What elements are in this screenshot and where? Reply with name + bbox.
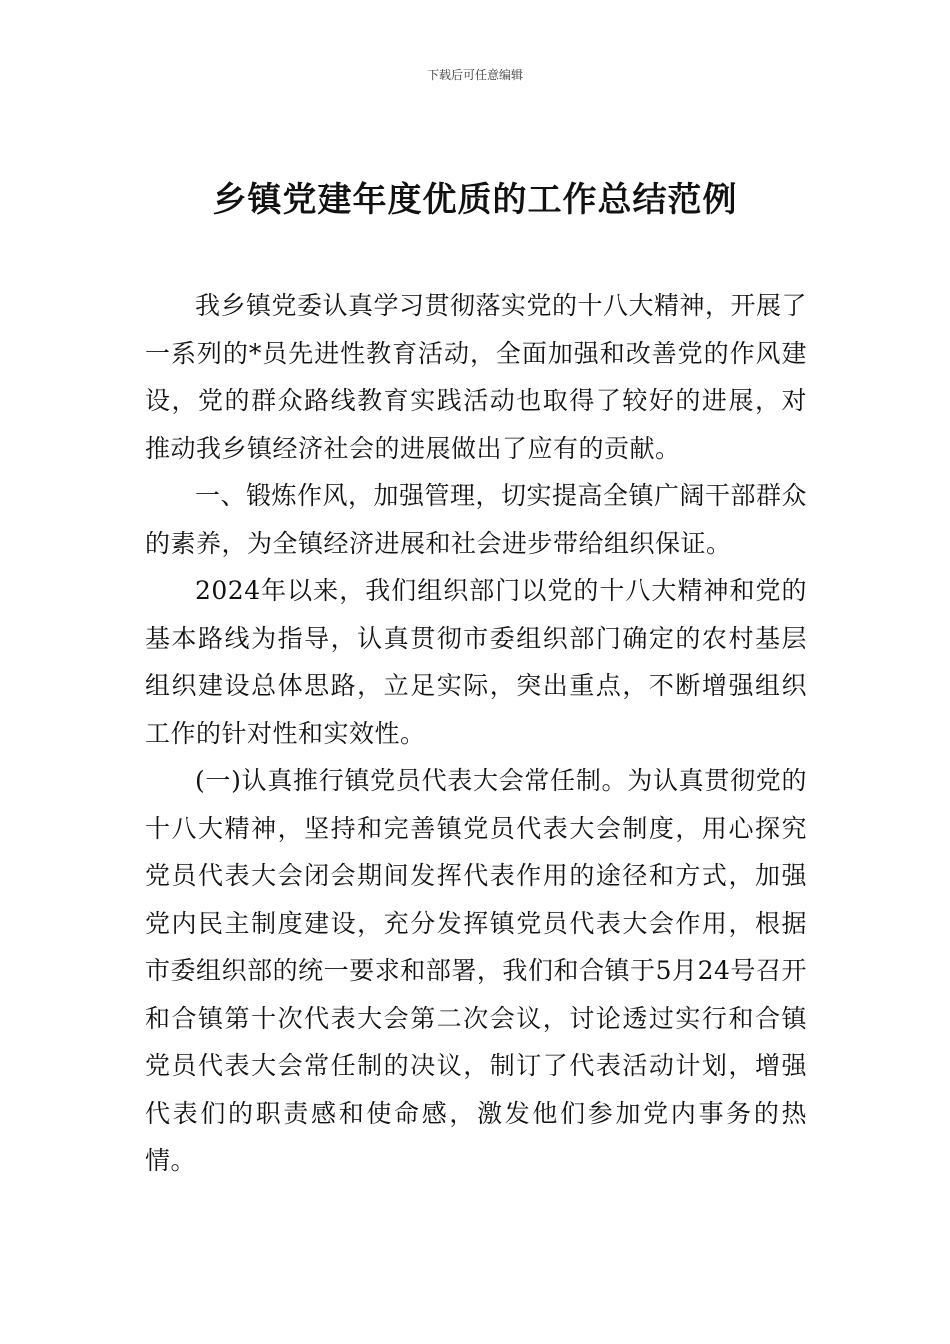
paragraph-intro: 我乡镇党委认真学习贯彻落实党的十八大精神，开展了一系列的*员先进性教育活动，全面加强和改善党的作风建设，党的群众路线教育实践活动也取得了较好的进展，对推动我乡镇经济社会的进展做出了应有的贡献。 — [145, 291, 808, 463]
paragraph-overview: 2024年以来，我们组织部门以党的十八大精神和党的基本路线为指导，认真贯彻市委组织部门确定的农村基层组织建设总体思路，立足实际，突出重点，不断增强组织工作的针对性和实效性。 — [145, 576, 807, 748]
paragraph-section-one-heading: 一、锻炼作风，加强管理，切实提高全镇广阔干部群众的素养，为全镇经济进展和社会进步带给组织保证。 — [145, 481, 808, 558]
header-note: 下载后可任意编辑 — [426, 68, 523, 82]
document-title: 乡镇党建年度优质的工作总结范例 — [212, 180, 738, 220]
document-body — [145, 282, 807, 1185]
paragraph-subsection-one: (一)认真推行镇党员代表大会常任制。为认真贯彻党的十八大精神，坚持和完善镇党员代表大会制度，用心探究党员代表大会闭会期间发挥代表作用的途径和方式，加强党内民主制度建设，充分发挥镇党员代表大会作用，根据市委组织部的统一要求和部署，我们和合镇于5月24号召开和合镇第十次代表大会第二次会议，讨论透过实行和合镇党员代表大会常任制的决议，制订了代表活动计划，增强代表们的职责感和使命感，激发他们参加党内事务的热情。 — [145, 766, 807, 1175]
